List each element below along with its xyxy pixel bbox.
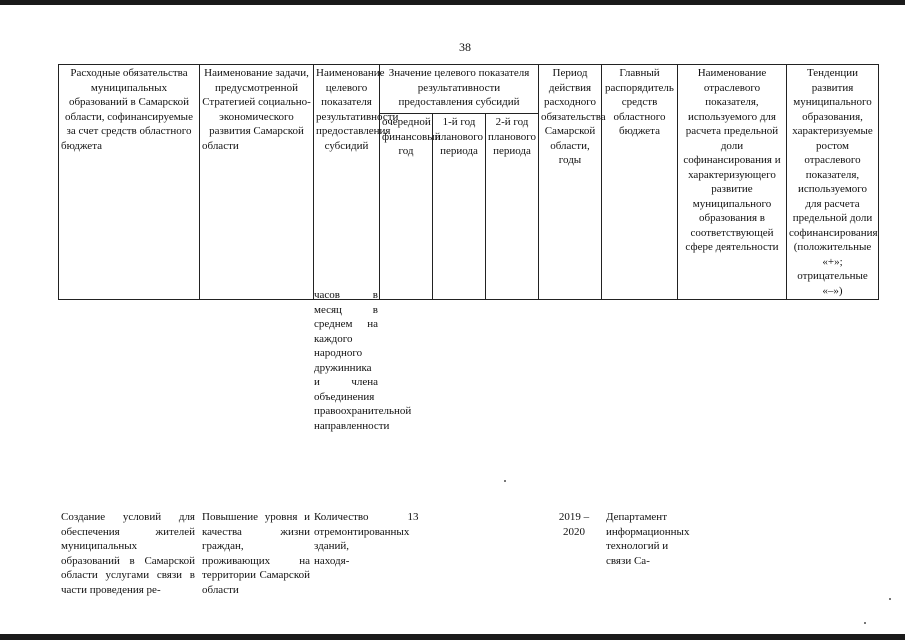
row-obligation: Создание условий для обеспечения жителей муниципальных образований в Самарской области услугами связи в части проведения ре-: [61, 511, 195, 596]
header-strategy-task: Наименование задачи, предусмотренной Стратегией социально-экономического развития Самарской области: [200, 65, 314, 300]
scan-speck: [889, 598, 891, 600]
header-planning-year-1: 1-й год планового периода: [433, 114, 486, 300]
row-value-next-year: 13: [407, 511, 419, 523]
row-strategy-task: Повышение уровня и качества жизни граждан, проживающих на территории Самарской области: [202, 511, 310, 596]
scan-speck: [504, 480, 506, 482]
header-indicator-value-group: Значение целевого показателя результативности предоставления субсидий: [380, 65, 539, 114]
indicator-continuation: часов в месяц в среднем на каждого народного дружинника и члена объединения правоохранительной направленности: [314, 289, 412, 432]
header-administrator: Главный распорядитель средств областного бюджета: [602, 65, 678, 300]
header-planning-year-2: 2-й год планового периода: [486, 114, 539, 300]
top-border-bar: [0, 0, 905, 5]
header-period: Период действия расходного обязательства Самарской области, годы: [539, 65, 602, 300]
header-trends: Тенденции развития муниципального образования, характеризуемые ростом отраслевого показателя, используемого для расчета предельной доли софинансирования (положительные «+»; отрицательные «–»): [787, 65, 879, 300]
page-number: 38: [459, 40, 471, 54]
row-period: 2019 – 2020: [558, 511, 590, 538]
bottom-border-bar: [0, 634, 905, 640]
header-next-fiscal-year: очередной финансовый год: [380, 114, 433, 300]
scan-speck: [864, 622, 866, 624]
row-indicator: Количество отремонтированных зданий, находя-: [314, 511, 410, 567]
header-indicator-name: Наименование целевого показателя результативности предоставления субсидий: [314, 65, 380, 300]
header-sector-indicator: Наименование отраслевого показателя, используемого для расчета предельной доли софинансирования и характеризующего развитие муниципального образования в соответствующей сфере деятельности: [678, 65, 787, 300]
table-header: [58, 64, 879, 300]
header-obligations: Расходные обязательства муниципальных образований в Самарской области, софинансируемые за счет средств областного бюджета: [59, 65, 200, 300]
row-administrator: Департамент информационных технологий и связи Са-: [606, 511, 690, 567]
